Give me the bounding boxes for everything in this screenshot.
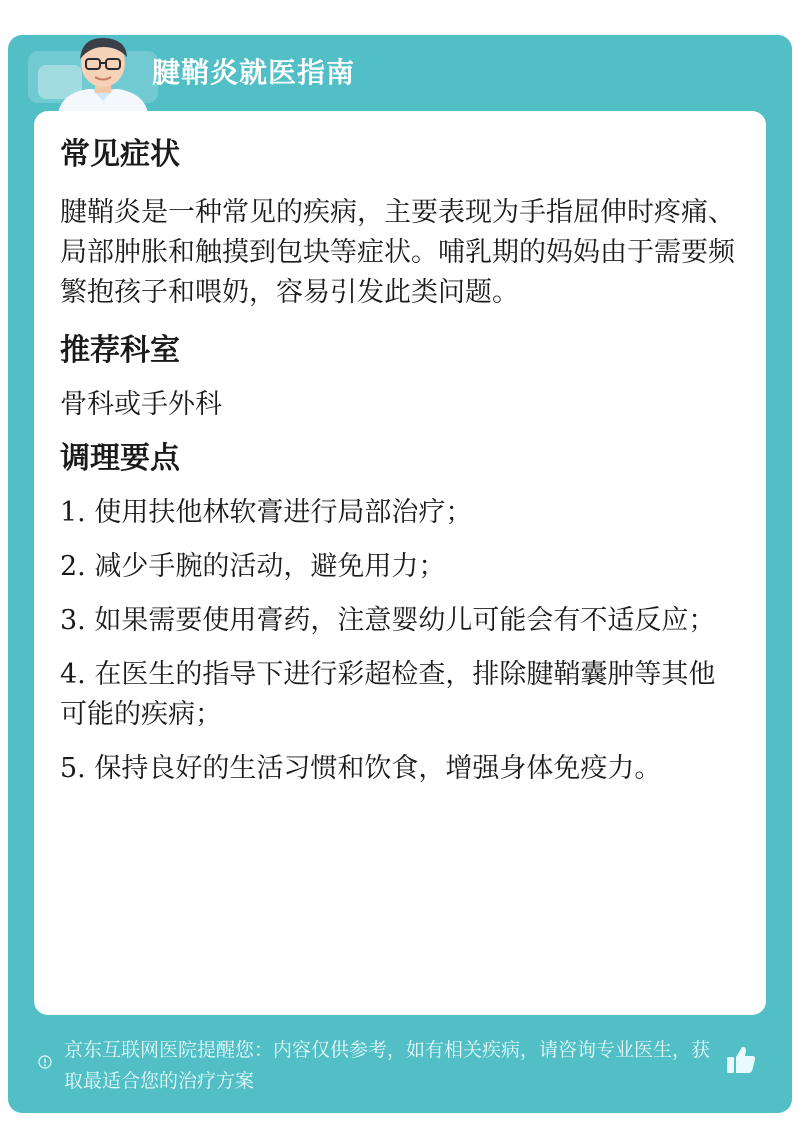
list-item-text: 保持良好的生活习惯和饮食，增强身体免疫力。 [94, 753, 662, 784]
list-item-number: 1. [60, 497, 86, 528]
list-item [60, 655, 740, 735]
page-title: 腱鞘炎就医指南 [152, 56, 356, 89]
list-item [60, 493, 740, 533]
list-item-text: 如果需要使用膏药，注意婴幼儿可能会有不适反应； [94, 605, 716, 636]
department-heading: 推荐科室 [60, 333, 180, 368]
list-item-number: 4. [60, 659, 86, 690]
symptoms-text: 腱鞘炎是一种常见的疾病，主要表现为手指屈伸时疼痛、局部肿胀和触摸到包块等症状。哺乳期的妈妈由于需要频繁抱孩子和喂奶，容易引发此类问题。 [60, 197, 735, 308]
footer [8, 1025, 792, 1113]
thumbs-up-icon[interactable] [724, 1043, 758, 1077]
symptoms-heading: 常见症状 [60, 137, 180, 172]
list-item [60, 547, 740, 587]
care-list [60, 493, 740, 789]
list-item-text: 在医生的指导下进行彩超检查，排除腱鞘囊肿等其他可能的疾病； [60, 659, 716, 730]
department-text: 骨科或手外科 [60, 389, 222, 420]
list-item-number: 3. [60, 605, 86, 636]
guide-frame [8, 35, 792, 1113]
list-item [60, 749, 740, 789]
list-item-text: 减少手腕的活动，避免用力； [94, 551, 446, 582]
list-item [60, 601, 740, 641]
header [8, 35, 792, 115]
care-heading: 调理要点 [60, 441, 180, 476]
content [60, 135, 740, 803]
list-item-text: 使用扶他林软膏进行局部治疗； [94, 497, 473, 528]
list-item-number: 5. [60, 753, 86, 784]
list-item-number: 2. [60, 551, 86, 582]
info-icon [38, 1055, 52, 1069]
doctor-avatar-icon [48, 35, 158, 113]
content-card [34, 111, 766, 1015]
disclaimer-text: 京东互联网医院提醒您：内容仅供参考，如有相关疾病，请咨询专业医生，获取最适合您的治疗方案 [64, 1039, 711, 1092]
